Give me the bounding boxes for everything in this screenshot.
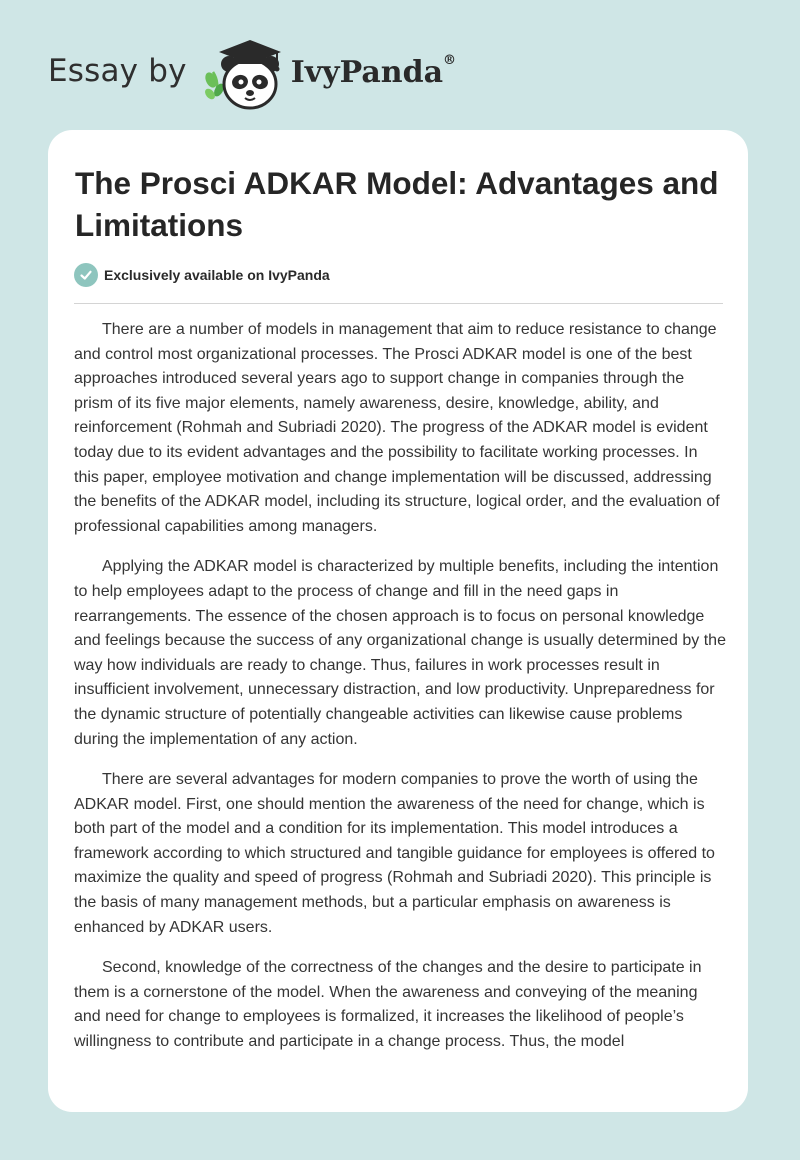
divider [74,303,723,304]
paragraph: There are several advantages for modern companies to prove the worth of using the ADKAR model. First, one should mention the awareness of the need for change, which is both part of the model and a condition for its implementation. This model introduces a framework according to which structured and tangible guidance for employees is offered to maximize the quality and speed of progress (Rohmah and Subriadi 2020). This principle is the basis of many management methods, but a particular emphasis on awareness is enhanced by ADKAR users. [74,771,715,936]
essay-card [48,130,748,1112]
paragraph: Second, knowledge of the correctness of the changes and the desire to participate in them is a cornerstone of the model. When the awareness and conveying of the meaning and need for change to employees is formalized, it increases the likelihood of people’s willingness to contribute and participate in a change process. Thus, the model [74,959,702,1051]
site-brand[interactable] [48,34,456,114]
panda-graduate-icon [201,34,287,114]
paragraph: There are a number of models in management that aim to reduce resistance to change and control most organizational processes. The Prosci ADKAR model is one of the best approaches introduced several years ago to support change in companies through the prism of its five major elements, namely awareness, desire, knowledge, ability, and reinforcement (Rohmah and Subriadi 2020). The progress of the ADKAR model is evident today due to its evident advantages and the possibility to facilitate working processes. In this paper, employee motivation and change implementation will be discussed, addressing the benefits of the ADKAR model, including its structure, logical order, and the evaluation of professional capabilities among managers. [74,321,720,535]
page-title: The Prosci ADKAR Model: Advantages and Limitations [75,165,719,243]
leaf-icon [203,71,226,102]
registered-mark: ® [443,52,457,68]
brand-prefix: Essay by [48,53,187,89]
exclusive-badge-text: Exclusively available on IvyPanda [104,267,330,283]
essay-body [74,318,726,1071]
brand-name [290,52,457,90]
paragraph: Applying the ADKAR model is characterized by multiple benefits, including the intention to help employees adapt to the process of change and fill in the need gaps in rearrangements. The essence of the chosen approach is to focus on personal knowledge and feelings because the success of any organizational change is usually determined by the way how individuals are ready to change. Thus, failures in work processes result in insufficient involvement, unnecessary distraction, and low productivity. Unpreparedness for the dynamic structure of potentially changeable activities can likewise cause problems during the implementation of any action. [74,558,726,748]
exclusive-badge [74,263,330,287]
brand-name-text: IvyPanda [290,54,444,90]
check-circle-icon [74,263,98,287]
